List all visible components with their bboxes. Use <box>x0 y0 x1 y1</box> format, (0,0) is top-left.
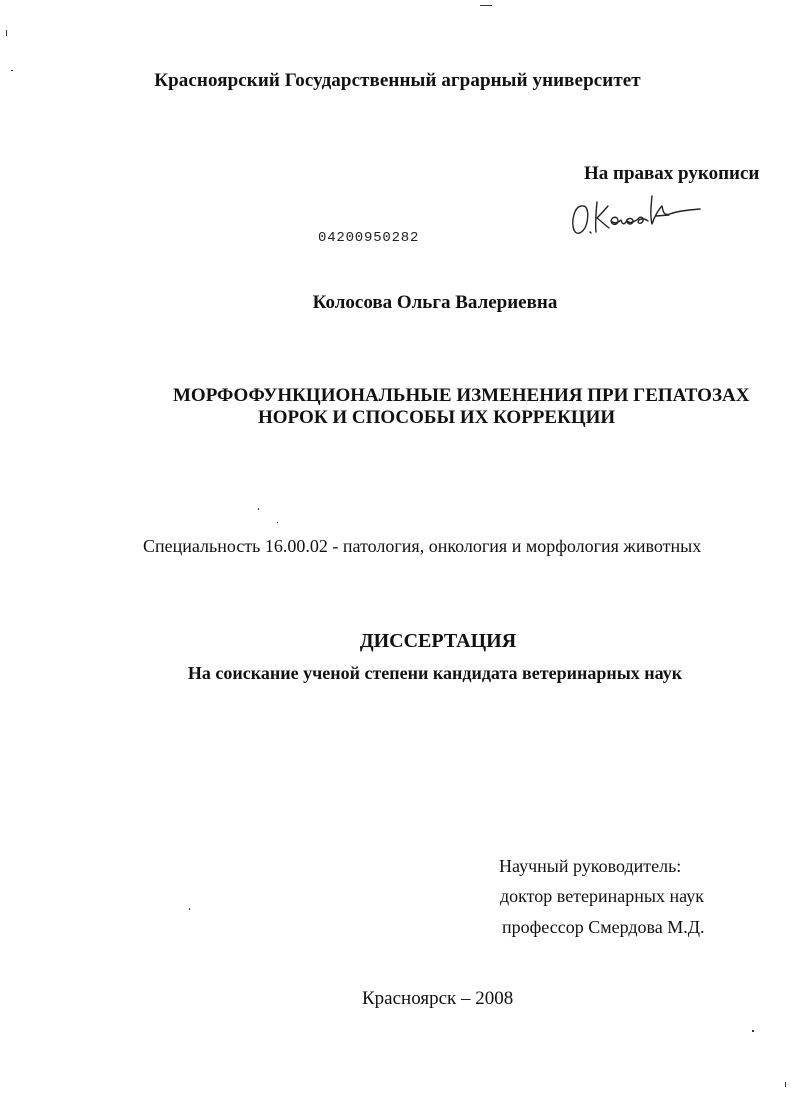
specialty: Специальность 16.00.02 - патология, онкология и морфология животных <box>143 536 702 556</box>
scan-artifact <box>11 70 13 71</box>
archive-code: 04200950282 <box>318 230 420 246</box>
thesis-title-line-2: НОРОК И СПОСОБЫ ИХ КОРРЕКЦИИ <box>258 407 616 428</box>
scan-artifact <box>752 1030 754 1032</box>
scan-artifact <box>189 908 190 910</box>
city-year: Красноярск – 2008 <box>362 988 514 1009</box>
advisor-name: профессор Смердова М.Д. <box>502 917 705 937</box>
scan-artifact <box>480 5 492 6</box>
document-type: ДИССЕРТАЦИЯ <box>359 630 517 652</box>
author-name: Колосова Ольга Валериевна <box>312 292 558 313</box>
advisor-label: Научный руководитель: <box>499 856 682 876</box>
manuscript-rights-label: На правах рукописи <box>584 163 760 184</box>
scan-artifact <box>258 508 259 510</box>
university-name: Красноярский Государственный аграрный университет <box>154 70 641 91</box>
thesis-title-line-1: МОРФОФУНКЦИОНАЛЬНЫЕ ИЗМЕНЕНИЯ ПРИ ГЕПАТОЗАХ <box>173 385 750 406</box>
scan-artifact <box>785 1082 786 1087</box>
scan-artifact <box>277 522 278 523</box>
advisor-degree: доктор ветеринарных наук <box>500 886 704 906</box>
author-signature <box>566 188 706 243</box>
degree-sought: На соискание ученой степени кандидата ветеринарных наук <box>187 663 683 683</box>
scan-artifact <box>6 30 7 36</box>
